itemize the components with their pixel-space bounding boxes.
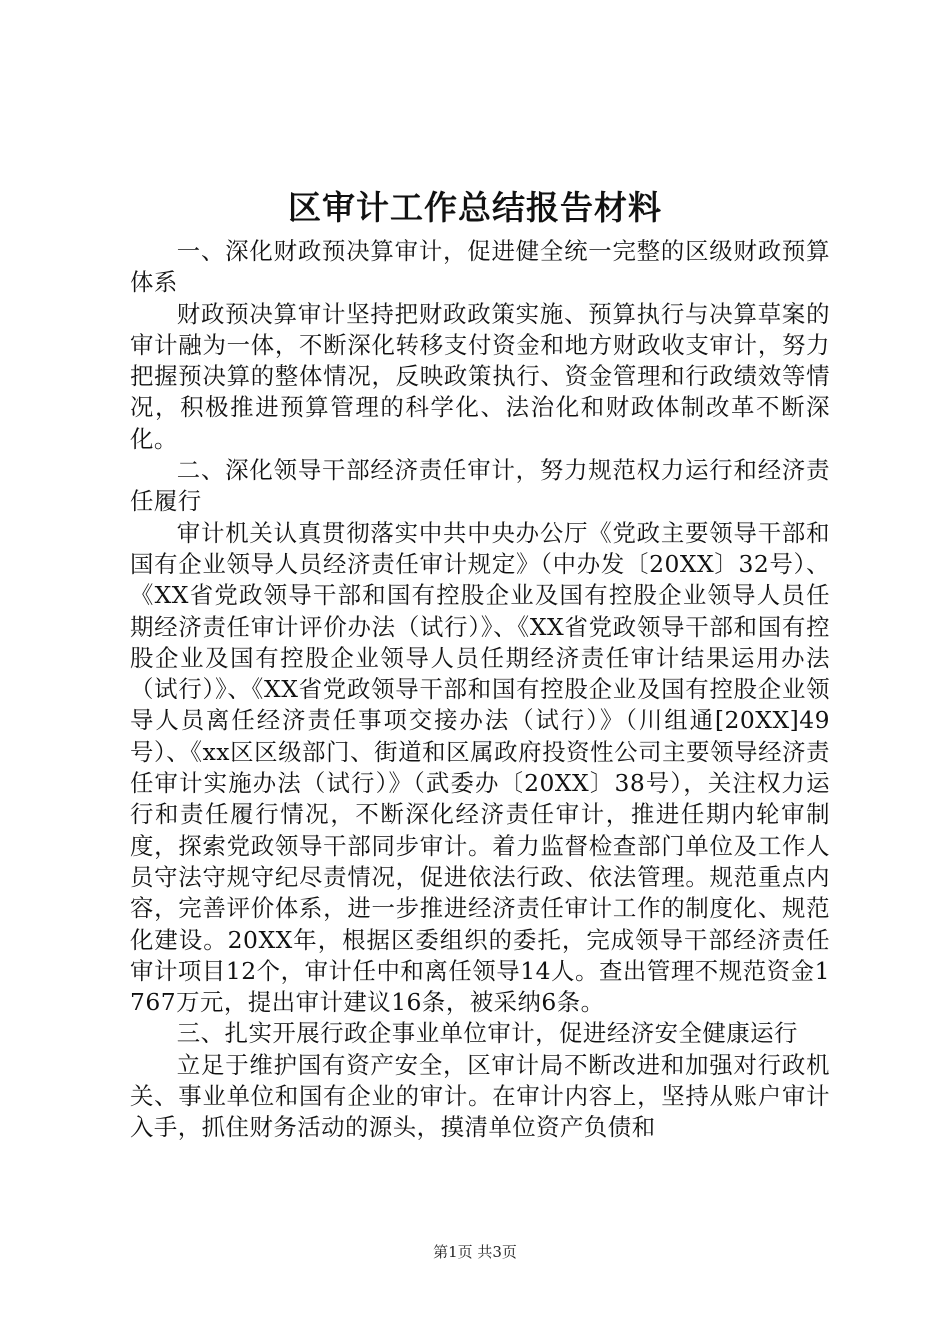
document-title: 区审计工作总结报告材料 [288, 188, 662, 227]
page-number-footer: 第1页 共3页 [433, 1243, 517, 1261]
paragraph-1: 财政预决算审计坚持把财政政策实施、预算执行与决算草案的审计融为一体，不断深化转移支付资金和地方财政收支审计，努力把握预决算的整体情况，反映政策执行、资金管理和行政绩效等情况，积极推进预算管理的科学化、法治化和财政体制改革不断深化。 [130, 299, 830, 453]
document-body [130, 236, 830, 1144]
paragraph-3: 立足于维护国有资产安全，区审计局不断改进和加强对行政机关、事业单位和国有企业的审计。在审计内容上，坚持从账户审计入手，抓住财务活动的源头，摸清单位资产负债和 [130, 1050, 830, 1142]
section-heading-2: 二、深化领导干部经济责任审计，努力规范权力运行和经济责任履行 [130, 456, 830, 516]
paragraph-2: 审计机关认真贯彻落实中共中央办公厅《党政主要领导干部和国有企业领导人员经济责任审计规定》（中办发〔20XX〕32号）、《XX省党政领导干部和国有控股企业及国有控股企业领导人员任期经济责任审计评价办法（试行）》、《XX省党政领导干部和国有控股企业及国有控股企业领导人员任期经济责任审计结果运用办法（试行）》、《XX省党政领导干部和国有控股企业及国有控股企业领导人员离任经济责任事项交接办法（试行）》（川组通[20XX]49号）、《xx区区级部门、街道和区属政府投资性公司主要领导经济责任审计实施办法（试行）》（武委办〔20XX〕38号），关注权力运行和责任履行情况，不断深化经济责任审计，推进任期内轮审制度，探索党政领导干部同步审计。着力监督检查部门单位及工作人员守法守规守纪尽责情况，促进依法行政、依法管理。规范重点内容，完善评价体系，进一步推进经济责任审计工作的制度化、规范化建设。20XX年，根据区委组织的委托，完成领导干部经济责任审计项目12个，审计任中和离任领导14人。查出管理不规范资金1767万元，提出审计建议16条，被采纳6条。 [130, 518, 830, 1017]
section-heading-3: 三、扎实开展行政企事业单位审计，促进经济安全健康运行 [176, 1019, 798, 1048]
section-heading-1: 一、深化财政预决算审计，促进健全统一完整的区级财政预算体系 [130, 237, 830, 297]
